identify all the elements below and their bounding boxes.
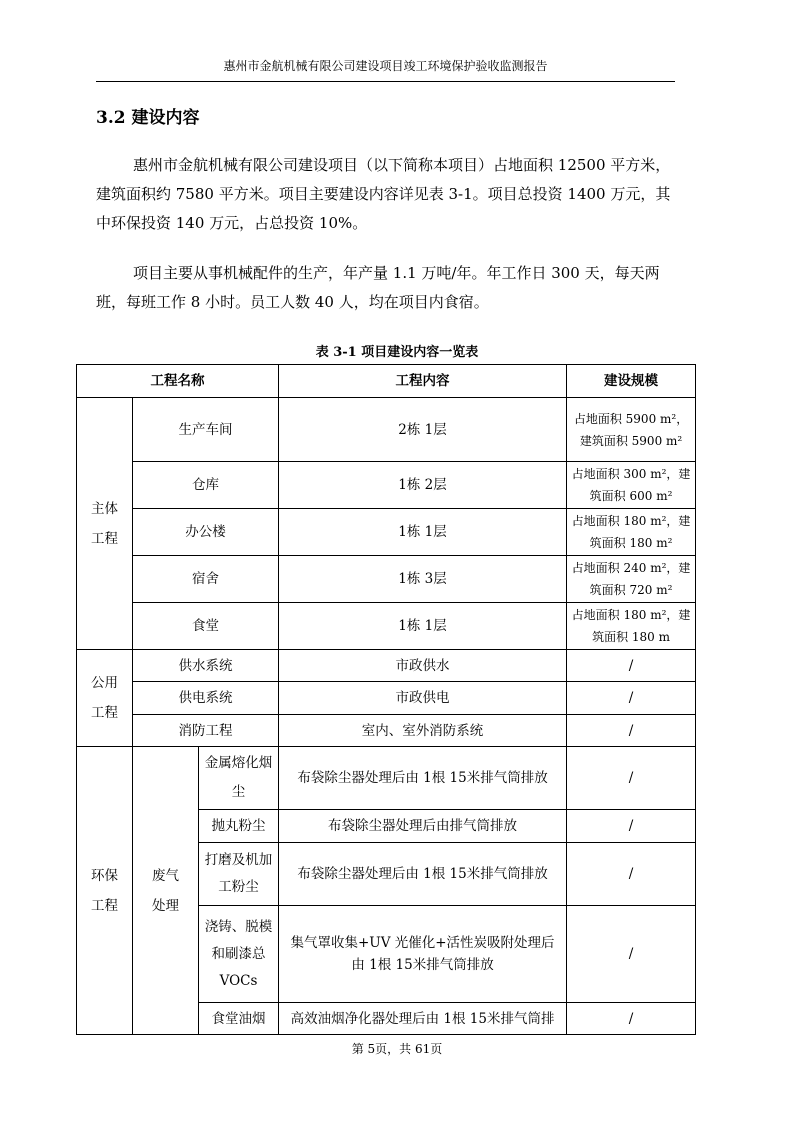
- table-row: [77, 650, 696, 682]
- page-header: 惠州市金航机械有限公司建设项目竣工环境保护验收监测报告: [223, 59, 548, 73]
- table-header-row: [77, 365, 696, 398]
- row-name: 抛丸粉尘: [199, 810, 279, 843]
- row-name: 仓库: [133, 462, 279, 509]
- row-scale: /: [567, 843, 696, 906]
- row-scale: /: [567, 715, 696, 747]
- page-footer: 第 5页，共 61页: [351, 1042, 443, 1056]
- paragraph-2-text: 项目主要从事机械配件的生产，年产量 1.1 万吨/年。年工作日 300 天，每天两班，每班工作 8 小时。员工人数 40 人，均在项目内食宿。: [96, 264, 660, 311]
- table-row: [77, 715, 696, 747]
- row-scale: /: [567, 1003, 696, 1035]
- header-scale: 建设规模: [567, 365, 696, 398]
- row-content: 布袋除尘器处理后由排气筒排放: [279, 810, 567, 843]
- row-content: 2栋 1层: [279, 398, 567, 462]
- section-title: 3.2 建设内容: [96, 108, 200, 128]
- row-name: 金属熔化烟尘: [199, 747, 279, 810]
- row-content: 1栋 1层: [279, 509, 567, 556]
- header-divider: [96, 81, 675, 82]
- row-content: 布袋除尘器处理后由 1根 15米排气筒排放: [279, 843, 567, 906]
- row-name: 宿舍: [133, 556, 279, 603]
- row-name: 供水系统: [133, 650, 279, 682]
- construction-content-table: [76, 364, 696, 1035]
- group-public: 公用工程: [77, 650, 133, 747]
- row-content: 集气罩收集+UV 光催化+活性炭吸附处理后由 1根 15米排气筒排放: [279, 906, 567, 1003]
- table-row: [77, 556, 696, 603]
- row-content: 布袋除尘器处理后由 1根 15米排气筒排放: [279, 747, 567, 810]
- row-name: 打磨及机加工粉尘: [199, 843, 279, 906]
- header-content: 工程内容: [279, 365, 567, 398]
- row-name: 办公楼: [133, 509, 279, 556]
- row-content: 市政供水: [279, 650, 567, 682]
- row-content: 市政供电: [279, 682, 567, 715]
- paragraph-1-text: 惠州市金航机械有限公司建设项目（以下简称本项目）占地面积 12500 平方米，建筑面积约 7580 平方米。项目主要建设内容详见表 3-1。项目总投资 1400 万元，其中环保投资 140 万元，占总投资 10%。: [96, 156, 671, 232]
- group-main: 主体工程: [77, 398, 133, 650]
- table-row: [77, 603, 696, 650]
- table-row: [77, 462, 696, 509]
- row-name: 生产车间: [133, 398, 279, 462]
- row-name: 食堂: [133, 603, 279, 650]
- row-scale: /: [567, 650, 696, 682]
- row-scale: 占地面积 5900 m²，建筑面积 5900 m²: [567, 398, 696, 462]
- row-scale: 占地面积 180 m²，建筑面积 180 m²: [567, 509, 696, 556]
- group-env: 环保工程: [77, 747, 133, 1035]
- table-row: [77, 682, 696, 715]
- row-content: 室内、室外消防系统: [279, 715, 567, 747]
- row-content: 高效油烟净化器处理后由 1根 15米排气筒排: [279, 1003, 567, 1035]
- row-content: 1栋 2层: [279, 462, 567, 509]
- header-name: 工程名称: [77, 365, 279, 398]
- paragraph-2: [96, 259, 676, 317]
- row-scale: 占地面积 180 m²，建筑面积 180 m: [567, 603, 696, 650]
- row-scale: 占地面积 240 m²，建筑面积 720 m²: [567, 556, 696, 603]
- group-waste-gas: 废气处理: [133, 747, 199, 1035]
- row-content: 1栋 3层: [279, 556, 567, 603]
- row-name: 浇铸、脱模和刷漆总 VOCs: [199, 906, 279, 1003]
- row-name: 供电系统: [133, 682, 279, 715]
- row-scale: /: [567, 906, 696, 1003]
- row-scale: /: [567, 810, 696, 843]
- paragraph-1: [96, 151, 676, 238]
- table-row: [77, 747, 696, 810]
- row-name: 消防工程: [133, 715, 279, 747]
- row-scale: 占地面积 300 m²，建筑面积 600 m²: [567, 462, 696, 509]
- row-scale: /: [567, 682, 696, 715]
- row-content: 1栋 1层: [279, 603, 567, 650]
- table-row: [77, 509, 696, 556]
- table-row: [77, 398, 696, 462]
- row-scale: /: [567, 747, 696, 810]
- row-name: 食堂油烟: [199, 1003, 279, 1035]
- table-caption: 表 3-1 项目建设内容一览表: [315, 345, 479, 360]
